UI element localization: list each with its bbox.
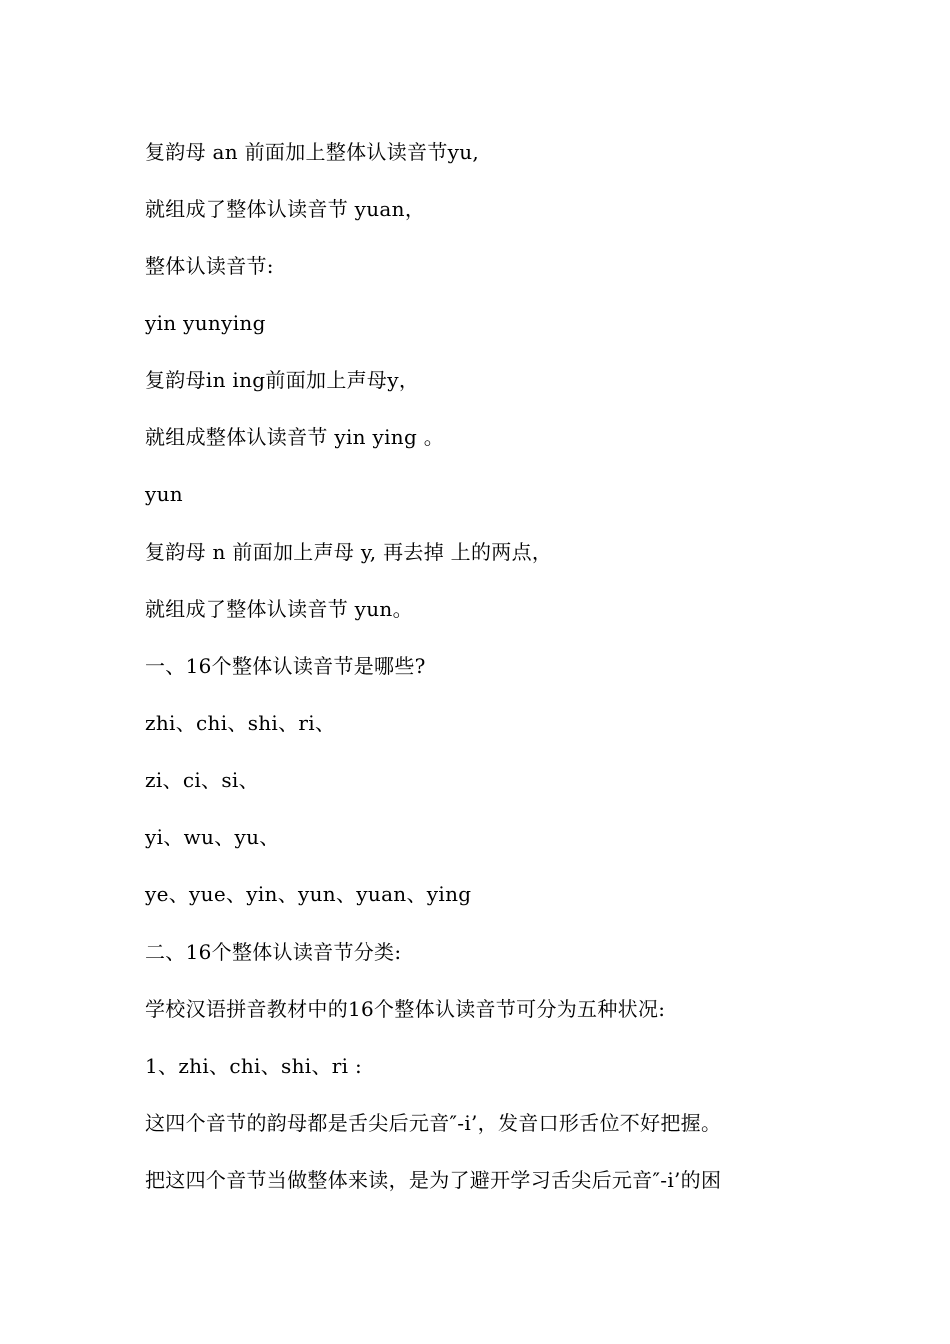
text-line: 整体认读音节:: [145, 254, 274, 278]
section-heading: 一、16个整体认读音节是哪些?: [145, 654, 426, 678]
text-line: 这四个音节的韵母都是舌尖后元音″-i’，发音口形舌位不好把握。: [145, 1111, 722, 1135]
text-line: zhi、chi、shi、ri、: [145, 711, 336, 735]
text-line: 就组成了整体认读音节 yun。: [145, 597, 413, 621]
text-line: ye、yue、yin、yun、yuan、ying: [145, 882, 472, 906]
text-line: yun: [145, 482, 183, 506]
text-line: 复韵母 n 前面加上声母 y, 再去掉 上的两点，: [145, 540, 553, 564]
text-line: yin yunying: [145, 311, 266, 335]
text-line: yi、wu、yu、: [145, 825, 280, 849]
text-line: 复韵母in ing前面加上声母y，: [145, 368, 420, 392]
text-line: 把这四个音节当做整体来读，是为了避开学习舌尖后元音″-i’的困: [145, 1168, 722, 1192]
text-line: 学校汉语拼音教材中的16个整体认读音节可分为五种状况:: [145, 997, 666, 1021]
text-line: 复韵母 an 前面加上整体认读音节yu,: [145, 140, 480, 164]
text-line: 1、zhi、chi、shi、ri :: [145, 1054, 363, 1078]
text-line: 就组成了整体认读音节 yuan，: [145, 197, 426, 221]
section-heading: 二、16个整体认读音节分类:: [145, 940, 402, 964]
text-line: 就组成整体认读音节 yin ying 。: [145, 425, 445, 449]
text-line: zi、ci、si、: [145, 768, 259, 792]
